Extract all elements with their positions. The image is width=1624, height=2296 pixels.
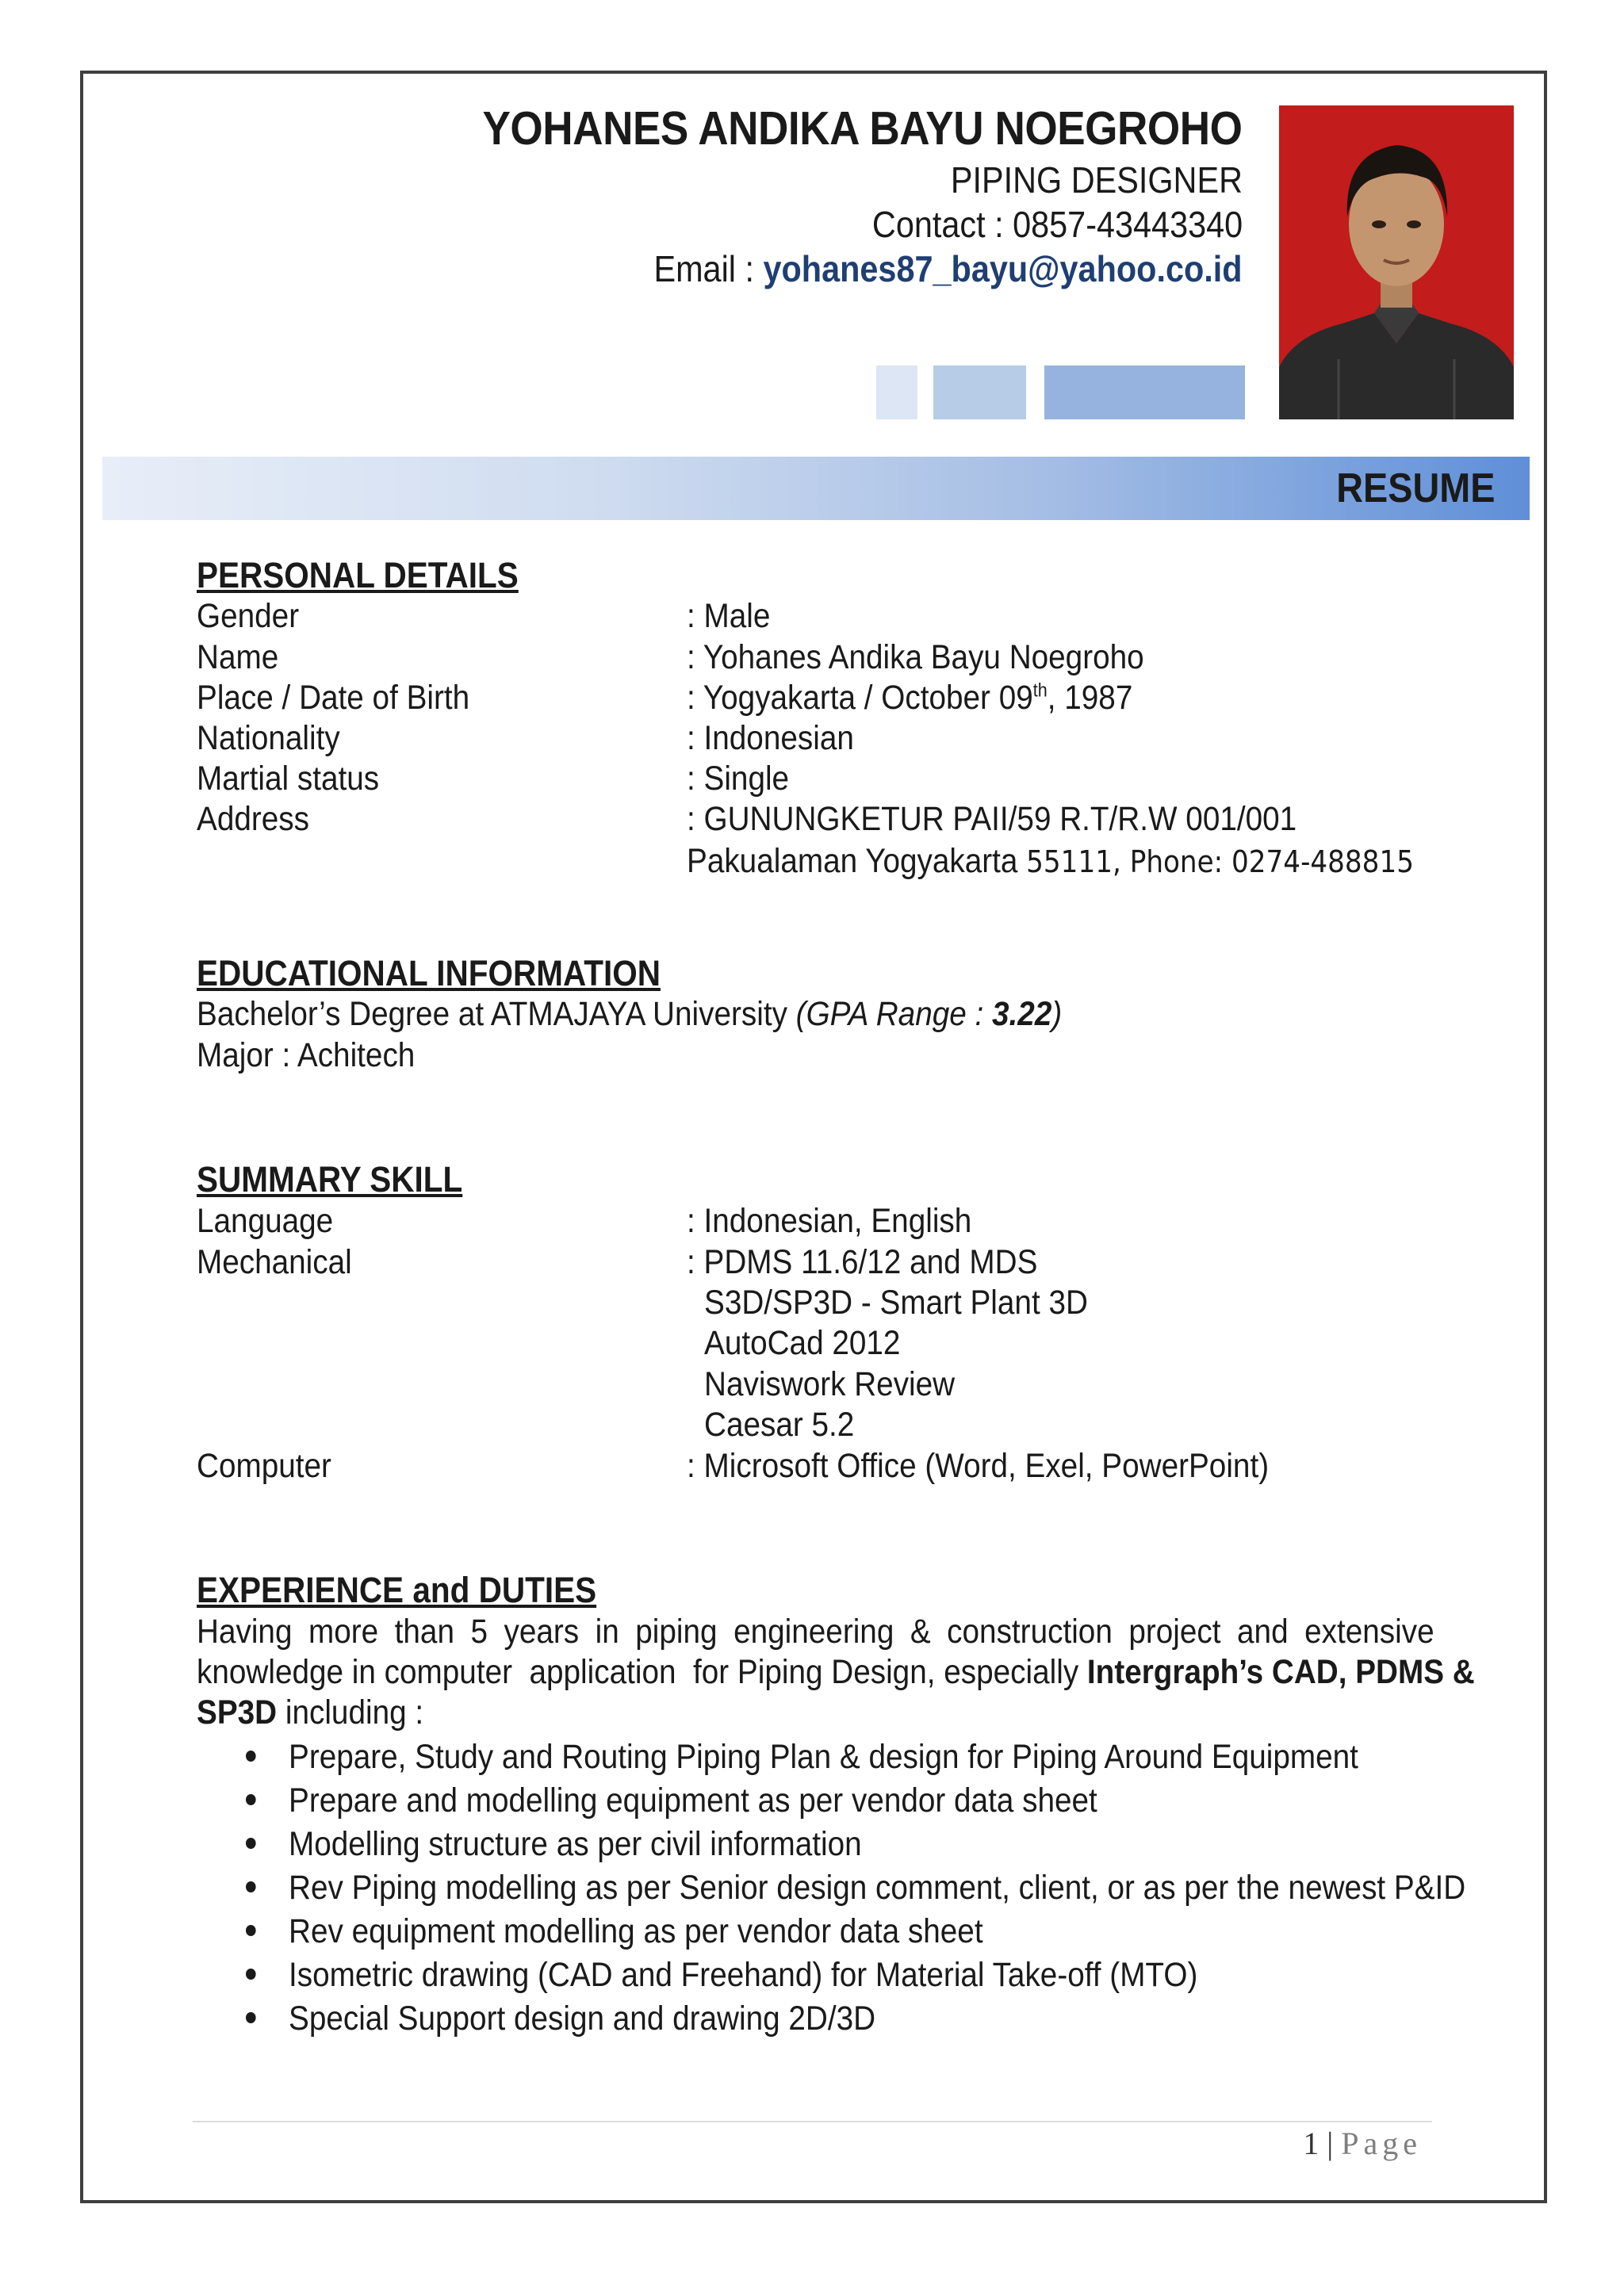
decor-square-small (876, 365, 917, 419)
name-label: Name (197, 638, 279, 676)
nationality-value: : Indonesian (687, 719, 854, 757)
degree-line (197, 995, 1062, 1034)
mechanical-value: : PDMS 11.6/12 and MDS (687, 1243, 1038, 1281)
bullet-icon (246, 1751, 256, 1762)
word: Having (197, 1613, 293, 1651)
contact-phone: Contact : 0857-43443340 (871, 204, 1243, 245)
resume-banner (102, 457, 1530, 520)
computer-label: Computer (197, 1447, 331, 1485)
gpa-close: ) (1051, 995, 1063, 1033)
mechanical-skill-item: AutoCad 2012 (704, 1324, 901, 1362)
mechanical-skill-item: S3D/SP3D - Smart Plant 3D (704, 1284, 1088, 1322)
decor-square-large (1044, 365, 1245, 419)
job-title: PIPING DESIGNER (950, 159, 1243, 201)
word: more (308, 1613, 379, 1651)
duty-text: Rev equipment modelling as per vendor data sheet (289, 1912, 983, 1950)
experience-summary-line-1 (197, 1612, 1434, 1652)
address-phone: 55111, Phone: 0274-488815 (1026, 844, 1414, 879)
experience-heading: EXPERIENCE and DUTIES (197, 1570, 597, 1610)
page-separator: | (1319, 2126, 1342, 2161)
footer-divider (193, 2121, 1432, 2122)
email-link[interactable]: yohanes87_bayu@yahoo.co.id (763, 248, 1243, 289)
duty-text: Prepare and modelling equipment as per vendor data sheet (289, 1781, 1097, 1820)
list-item (246, 1738, 1358, 1777)
marital-value: : Single (687, 760, 790, 798)
word: in (595, 1613, 619, 1651)
bullet-icon (246, 1881, 256, 1892)
duty-text: Rev Piping modelling as per Senior design comment, client, or as per the newest P&ID (289, 1869, 1466, 1907)
experience-summary-line-2 (197, 1652, 1475, 1693)
profile-photo (1279, 105, 1514, 419)
birth-place-date: : Yogyakarta / October 09 (687, 679, 1033, 717)
list-item (246, 1956, 1197, 1995)
word: piping (635, 1613, 718, 1651)
skills-heading: SUMMARY SKILL (197, 1159, 463, 1200)
list-item (246, 1912, 983, 1951)
birth-year: , 1987 (1047, 679, 1133, 717)
email-label: Email : (653, 248, 764, 289)
word: than (394, 1613, 454, 1651)
address-city: Pakualaman Yogyakarta (687, 842, 1027, 880)
summary-tool-sp3d: SP3D (197, 1693, 278, 1732)
word: construction (947, 1613, 1113, 1651)
word: 5 (470, 1613, 488, 1651)
mechanical-label: Mechanical (197, 1243, 352, 1281)
decor-square-medium (933, 365, 1026, 419)
page-number: 1 (1303, 2126, 1320, 2161)
word: and (1237, 1613, 1289, 1651)
birth-label: Place / Date of Birth (197, 679, 470, 717)
degree-text: Bachelor’s Degree at ATMAJAYA University (197, 995, 796, 1033)
major-line: Major : Achitech (197, 1036, 416, 1074)
marital-label: Martial status (197, 760, 380, 798)
personal-details-heading: PERSONAL DETAILS (197, 555, 519, 595)
duty-text: Isometric drawing (CAD and Freehand) for Material Take-off (MTO) (289, 1956, 1198, 1994)
summary-tools: Intergraph’s CAD, PDMS & (1086, 1653, 1475, 1691)
list-item (246, 1869, 1465, 1908)
summary-text: knowledge in computer application for Piping Design, especially (197, 1653, 1087, 1691)
duty-text: Special Support design and drawing 2D/3D (289, 1999, 876, 2038)
bullet-icon (246, 1925, 256, 1936)
education-heading: EDUCATIONAL INFORMATION (197, 953, 661, 993)
page-label: Page (1341, 2126, 1422, 2161)
resume-banner-label: RESUME (1335, 465, 1495, 511)
language-value: : Indonesian, English (687, 1202, 972, 1240)
gender-label: Gender (197, 597, 300, 635)
birth-ordinal: th (1032, 679, 1048, 702)
list-item (246, 1999, 875, 2038)
bullet-icon (246, 1969, 256, 1980)
word: years (504, 1613, 580, 1651)
nationality-label: Nationality (197, 719, 340, 757)
mechanical-skill-item: Naviswork Review (704, 1365, 956, 1403)
word: engineering (733, 1613, 894, 1651)
address-label: Address (197, 800, 309, 838)
bullet-icon (246, 2012, 256, 2023)
duty-text: Prepare, Study and Routing Piping Plan & design for Piping Around Equipment (289, 1738, 1358, 1776)
gpa-value: 3.22 (992, 995, 1052, 1033)
gpa-label: (GPA Range : (795, 995, 993, 1033)
computer-value: : Microsoft Office (Word, Exel, PowerPoint) (687, 1447, 1270, 1485)
address-line-1: : GUNUNGKETUR PAII/59 R.T/R.W 001/001 (687, 800, 1297, 838)
word: & (910, 1613, 931, 1651)
experience-summary (197, 1612, 1624, 1733)
list-item (246, 1781, 1097, 1820)
candidate-name: YOHANES ANDIKA BAYU NOEGROHO (482, 102, 1243, 155)
word: project (1128, 1613, 1221, 1651)
name-value: : Yohanes Andika Bayu Noegroho (687, 638, 1144, 676)
bullet-icon (246, 1838, 256, 1849)
bullet-icon (246, 1794, 256, 1805)
word: extensive (1304, 1613, 1434, 1651)
birth-value (687, 679, 1132, 718)
experience-summary-line-3 (197, 1693, 1624, 1733)
address-line-2 (687, 842, 1414, 881)
language-label: Language (197, 1202, 334, 1240)
summary-including: including : (277, 1693, 424, 1732)
gender-value: : Male (687, 597, 771, 635)
list-item (246, 1825, 862, 1864)
page-footer (1303, 2125, 1422, 2162)
email-line (654, 247, 1243, 290)
duty-text: Modelling structure as per civil information (289, 1825, 862, 1863)
mechanical-skill-item: Caesar 5.2 (704, 1406, 855, 1444)
